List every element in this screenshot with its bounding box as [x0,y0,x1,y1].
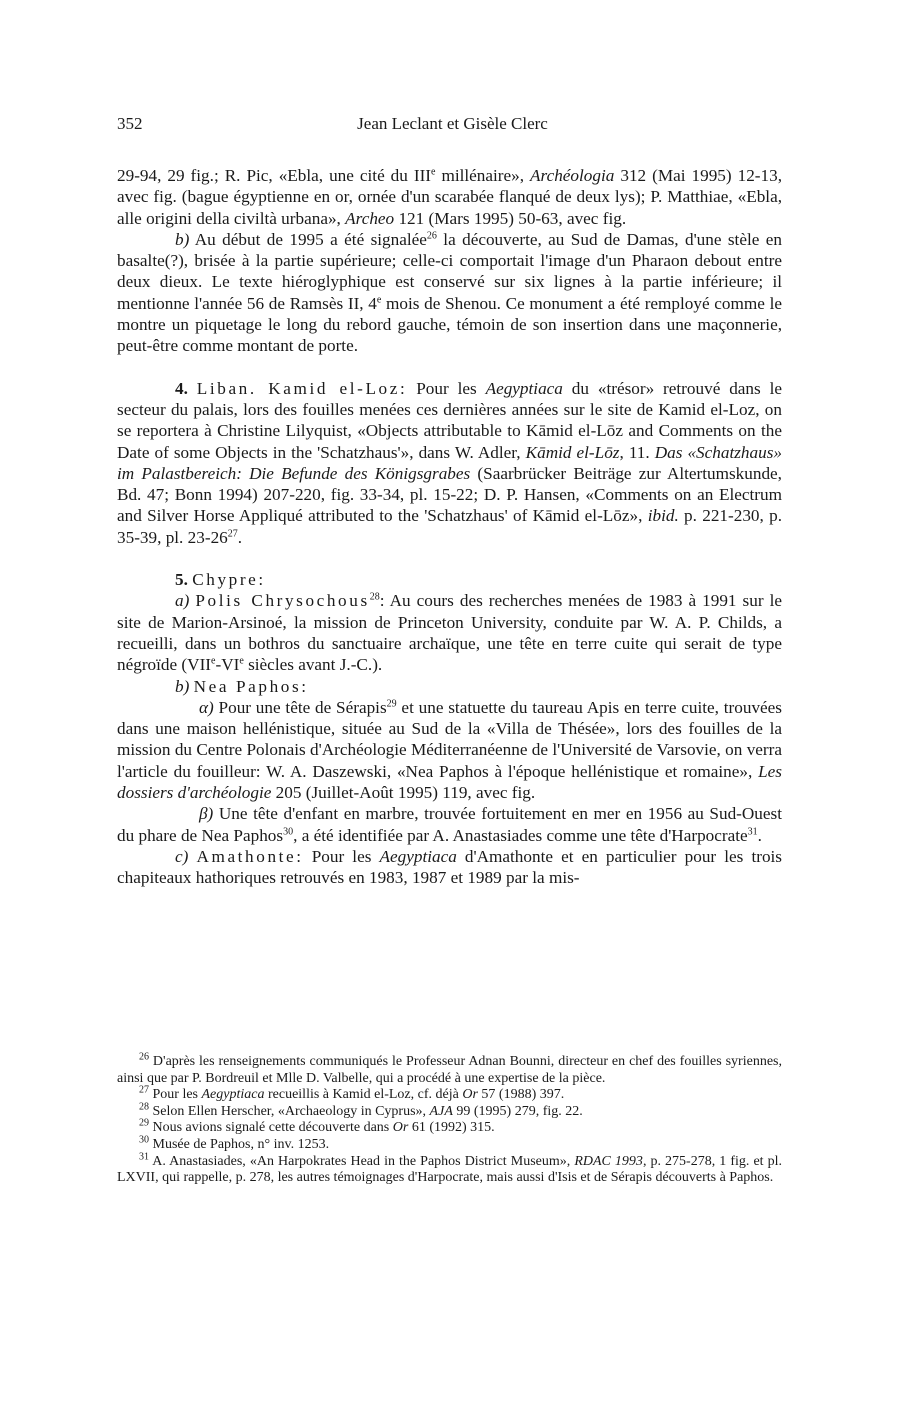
section-5-heading [117,569,782,590]
page-number: 352 [117,114,143,133]
footnote-29: $^{29}$ Nous avions signalé cette découverte dans Or 61 (1992) 315. [139,1117,495,1136]
paragraph-beta: β) Une tête d'enfant en marbre, trouvée fortuitement en mer en 1956 au Sud-Ouest du phare de Nea Paphos$^{30}$, a été identifiée par A. Anastasiades comme une tête d'Harpocrate$^{31}$. [117,804,782,845]
footnote-ref-27: 27 [227,528,238,540]
paragraph-b-nea-paphos: b) Nea Paphos: [175,676,309,696]
running-title: Jean Leclant et Gisèle Clerc [357,114,548,133]
section-title: Liban. Kamid el-Loz: [196,378,408,398]
footnote-31: $^{31}$ A. Anastasiades, «An Harpokrates Head in the Paphos District Museum», RDAC 1993, p. 275-278, 1 fig. et pl. LXVII, qui rappelle, p. 278, les autres témoignages d'Harpocrate, mais aussi d'Isis et de Sérapis découverts à Paphos. [117,1150,782,1186]
paragraph-b-stele: b) Au début de 1995 a été signalée$^{26}$ la découverte, au Sud de Damas, d'une stèle en basalte(?), brisée à la partie supérieure; celle-ci comportait l'image d'un Pharaon debout entre deux dieux. Le texte hiéroglyphique est conservé sur six lignes à la partie inférieure; il mentionne l'année 56 de Ramsès II, 4e mois de Shenou. Ce monument a été remployé comme le montre un piquetage le long du rebord gauche, témoin de son insertion dans une maçonnerie, peut-être comme montant de porte. [117,229,782,356]
section-4-liban: 4. Liban. Kamid el-Loz: Pour les Aegyptiaca du «trésor» retrouvé dans le secteur du palais, lors des fouilles menées ces dernières années sur le site de Kamid el-Loz, on se reportera à Christine Lilyquist, «Objects attributable to Kāmid el-Lōz and Comments on the Date of some Objects in the 'Schatzhaus'», dans W. Adler, Kāmid el-Lōz, 11. Das «Schatzhaus» im Palastbereich: Die Befunde des Königsgrabes (Saarbrücker Beiträge zur Altertumskunde, Bd. 47; Bonn 1994) 207-220, fig. 33-34, pl. 15-22; D. P. Hansen, «Comments on an Electrum and Silver Horse Appliqué attributed to the 'Schatzhaus' of Kāmid el-Lōz», ibid. p. 221-230, p. 35-39, pl. $23-26^{27}$. [117,378,783,547]
footnotes [117,1051,782,1187]
footnote-ref-28: 28 [369,591,380,603]
footnote-26: $^{26}$ D'après les renseignements communiqués le Professeur Adnan Bounni, directeur en chef des fouilles syriennes, ainsi que par P. Bordreuil et Mlle D. Valbelle, qui a procédé à une expertise de la pièce. [117,1051,782,1086]
running-header [117,114,788,140]
main-text [117,165,782,889]
footnote-30: $^{30}$ Musée de Paphos, n° inv. 1253. [139,1134,330,1152]
footnote-ref-30: 30 [283,825,294,837]
footnote-ref-31: 31 [747,825,758,837]
section-number: 5. [175,570,188,590]
paragraph-a-polis: a) Polis Chrysochous$^{28}$: Au cours des recherches menées de 1983 à 1991 sur le site de Marion-Arsinoé, la mission de Princeton University, conduite par W. A. P. Childs, a recueilli, dans un bothros du sanctuaire archaïque, une tête en terre cuite qui serait de type négroïde (VIIe-VIe siècles avant J.-C.). [117,591,782,675]
paragraph-alpha: α) Pour une tête de Sérapis$^{29}$ et une statuette du taureau Apis en terre cuite, trouvées dans une maison hellénistique, située au Sud de la «Villa de Thésée», lors des fouilles de la mission du Centre Polonais d'Archéologie Méditerranéenne de l'Université de Varsovie, on verra l'article du fouilleur: W. A. Daszewski, «Nea Paphos à l'époque hellénistique et romaine», Les dossiers d'archéologie 205 (Juillet-Août 1995) 119, avec fig. [117,697,782,803]
section-title: Chypre: [192,570,266,590]
footnote-28: $^{28}$ Selon Ellen Herscher, «Archaeology in Cyprus», AJA 99 (1995) 279, fig. 22. [139,1101,583,1119]
footnote-ref-29: 29 [386,698,397,710]
paragraph-continuation: 29-94, 29 fig.; R. Pic, «Ebla, une cité du IIIe millénaire», Archéologia 312 (Mai 1995) 12-13, avec fig. (bague égyptienne en or, ornée d'un scarabée flanqué de deux lys); P. Matthiae, «Ebla, alle origini della civiltà urbana», Archeo 121 (Mars 1995) 50-63, avec fig. [117,166,782,228]
section-number: 4. [175,378,188,398]
paragraph-c-amathonte: c) Amathonte: Pour les Aegyptiaca d'Amathonte et en particulier pour les trois chapiteaux hathoriques retrouvés en 1983, 1987 et 1989 par la mis- [117,846,783,888]
footnote-27: $^{27}$ Pour les Aegyptiaca recueillis à Kamid el-Loz, cf. déjà Or 57 (1988) 397. [139,1084,565,1103]
footnote-ref-26: 26 [426,230,437,242]
